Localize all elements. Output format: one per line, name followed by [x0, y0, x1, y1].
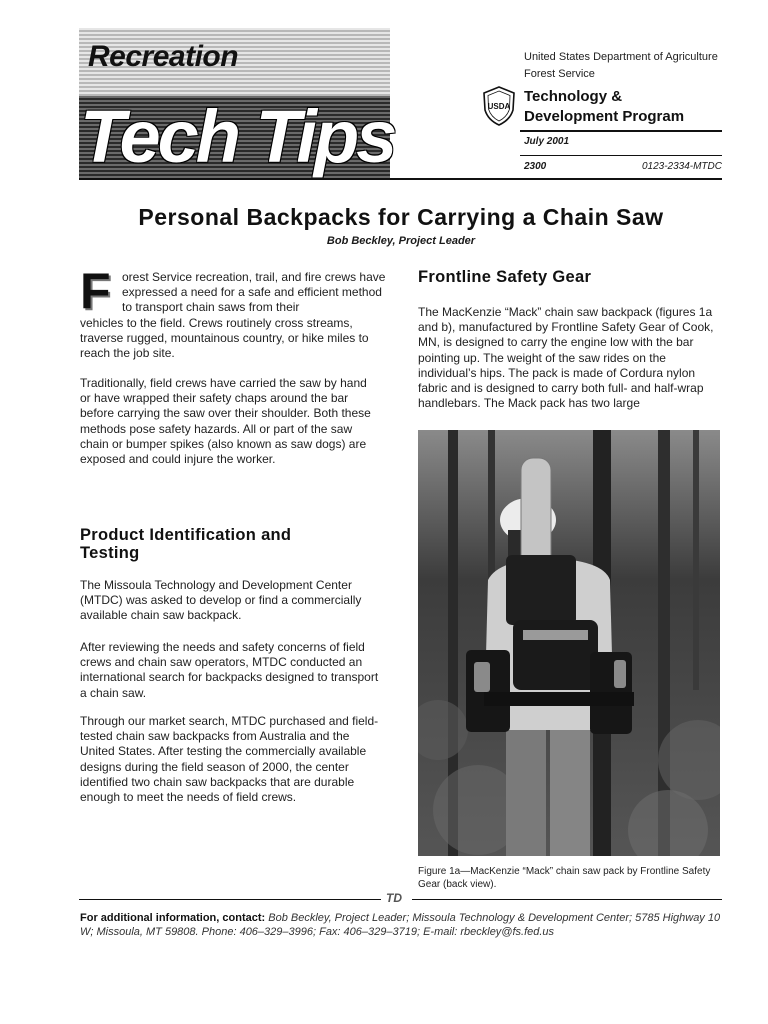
- service-name: Forest Service: [524, 68, 595, 80]
- footer-rule-right: [412, 899, 722, 900]
- forest-service-shield-icon: [482, 86, 516, 126]
- program-name-line2: Development Program: [524, 108, 685, 125]
- agency-rule-top: [520, 130, 722, 132]
- publication-date: July 2001: [524, 136, 570, 147]
- contact-info: [80, 912, 725, 939]
- paragraph-6: The MacKenzie “Mack” chain saw backpack (figures 1a and b), manufactured by Frontline Safety Gear of Cook, MN, is designed to carry the engine low with the bar pointing up. The weight of the saw rides on the individual’s hips. The pack is made of Cordura nylon fabric and is designed to carry both full- and half-wrap handlebars. The Mack pack has two large: [418, 305, 714, 411]
- document-code: 2300: [524, 161, 547, 172]
- document-number: 0123-2334-MTDC: [641, 161, 722, 172]
- figure-1a-photo: [418, 430, 720, 856]
- td-logo: TD: [386, 891, 402, 905]
- paragraph-2: Traditionally, field crews have carried the saw by hand or have wrapped their safety chaps around the bar before carrying the saw over their shoulder. Both these methods pose safety hazards. All or part of the saw chain or bumper spikes (also known as saw dogs) are exposed and could injure the worker.: [80, 376, 371, 467]
- agency-rule-bottom: [520, 155, 722, 156]
- contact-text: Bob Beckley, Project Leader; Missoula Technology & Development Center; 5785 Highway 10 W; Missoula, MT 59808. Phone: 406–329–3996; Fax: 406–329–3719; E-mail: rbeckley@fs.fed.us: [80, 912, 721, 938]
- contact-label: For additional information, contact:: [80, 912, 266, 924]
- masthead-rule: [79, 178, 722, 180]
- figure-caption: Figure 1a—MacKenzie “Mack” chain saw pack by Frontline Safety Gear (back view).: [418, 866, 711, 890]
- paragraph-3: The Missoula Technology and Development Center (MTDC) was asked to develop or find a commercially available chain saw backpack.: [80, 578, 362, 623]
- paragraph-1-start: orest Service recreation, trail, and fire crews have expressed a need for a safe and efficient method to transport chain saws from their: [122, 270, 386, 315]
- brand-title: Tech Tips: [80, 95, 395, 178]
- section-heading-frontline-safety-gear: Frontline Safety Gear: [418, 268, 592, 286]
- program-name-line1: Technology &: [524, 88, 623, 105]
- series-title: Recreation: [88, 40, 239, 73]
- drop-cap: F: [80, 263, 111, 319]
- article-title: Personal Backpacks for Carrying a Chain Saw: [138, 204, 664, 230]
- section-heading-product-identification: Product Identification and Testing: [80, 526, 292, 562]
- footer-rule-left: [79, 899, 381, 900]
- paragraph-5: Through our market search, MTDC purchased and field-tested chain saw backpacks from Australia and the United States. After testing the commercially available designs during the field season of 2000, the center identified two chain saw backpacks that are durable enough to meet the needs of field crews.: [80, 714, 379, 805]
- shield-text: USDA: [487, 102, 511, 111]
- paragraph-1-end: vehicles to the field. Crews routinely cross streams, traverse rugged, mountainous country, or hike miles to reach the job site.: [80, 316, 369, 361]
- department-name: United States Department of Agriculture: [524, 51, 718, 63]
- article-author: Bob Beckley, Project Leader: [326, 235, 476, 247]
- chain-saw-backpack-photo: [418, 430, 720, 856]
- paragraph-4: After reviewing the needs and safety concerns of field crews and chain saw operators, MTDC conducted an international search for backpacks designed to transport a chain saw.: [80, 640, 379, 700]
